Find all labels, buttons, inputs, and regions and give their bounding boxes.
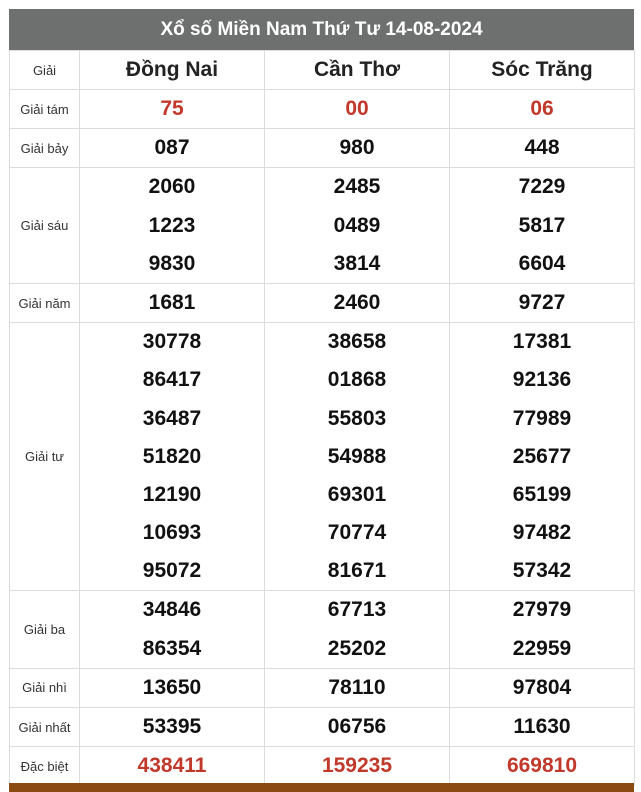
prize-number: 5817	[518, 213, 566, 237]
prize-cell	[80, 747, 265, 786]
prize-number: 25202	[327, 636, 387, 660]
prize-number: 00	[345, 97, 369, 120]
prize-number: 38658	[327, 330, 387, 354]
prize-number: 13650	[142, 675, 202, 699]
prize-label: Giải nhất	[10, 708, 80, 747]
prize-number: 92136	[512, 368, 572, 392]
prize-label: Giải nhì	[10, 668, 80, 707]
prize-cell	[80, 708, 265, 747]
prize-cell	[450, 747, 635, 786]
prize-number: 95072	[142, 559, 202, 583]
prize-cell	[450, 708, 635, 747]
prize-number: 448	[524, 136, 560, 160]
prize-cell	[450, 283, 635, 322]
prize-number: 70774	[327, 521, 387, 545]
prize-row-g3	[10, 591, 635, 668]
prize-cell	[450, 168, 635, 284]
prize-number: 22959	[512, 636, 572, 660]
prize-cell	[265, 90, 450, 129]
prize-number: 6604	[518, 251, 566, 275]
prize-number: 55803	[327, 406, 387, 430]
prize-label: Đặc biệt	[10, 747, 80, 786]
prize-number: 27979	[512, 598, 572, 622]
prize-cell	[265, 591, 450, 668]
prize-row-g1	[10, 708, 635, 747]
prize-label: Giải tư	[10, 323, 80, 591]
prize-number: 11630	[513, 715, 571, 738]
prize-row-g7	[10, 129, 635, 168]
prize-number: 9830	[148, 251, 196, 275]
prize-number: 9727	[518, 290, 566, 314]
prize-cell	[450, 90, 635, 129]
prize-number: 86354	[142, 636, 202, 660]
prize-number: 1681	[148, 290, 196, 314]
province-dong-nai[interactable]: Đồng Nai	[80, 51, 265, 90]
prize-label: Giải ba	[10, 591, 80, 668]
prize-number: 0489	[333, 213, 381, 237]
prize-number: 17381	[512, 330, 572, 354]
prize-cell	[80, 668, 265, 707]
prize-label: Giải năm	[10, 283, 80, 322]
prize-label: Giải sáu	[10, 168, 80, 284]
prize-number: 34846	[142, 598, 202, 622]
prize-number: 2485	[333, 175, 381, 199]
prize-number: 81671	[327, 559, 387, 583]
prize-number: 97482	[512, 521, 572, 545]
prize-cell	[80, 129, 265, 168]
prize-number: 86417	[142, 368, 202, 392]
prize-number: 06	[530, 97, 554, 120]
prize-column-header: Giải	[10, 51, 80, 90]
prize-number: 77989	[512, 406, 572, 430]
prize-number: 36487	[142, 406, 202, 430]
prize-number: 51820	[142, 444, 202, 468]
header-row	[10, 51, 635, 90]
prize-cell	[80, 323, 265, 591]
prize-row-g8	[10, 90, 635, 129]
prize-label: Giải bảy	[10, 129, 80, 168]
prize-cell	[80, 591, 265, 668]
prize-label: Giải tám	[10, 90, 80, 129]
prize-number: 1223	[148, 213, 196, 237]
prize-number: 2060	[148, 175, 196, 199]
prize-cell	[450, 129, 635, 168]
prize-cell	[265, 747, 450, 786]
prize-number: 97804	[512, 675, 572, 699]
prize-number: 01868	[327, 368, 387, 392]
prize-cell	[450, 591, 635, 668]
prize-row-g2	[10, 668, 635, 707]
prize-number: 2460	[333, 290, 381, 314]
prize-number: 7229	[518, 175, 566, 199]
prize-cell	[450, 323, 635, 591]
prize-number: 25677	[512, 444, 572, 468]
prize-number: 10693	[142, 521, 202, 545]
prize-number: 78110	[328, 675, 386, 699]
prize-row-g4	[10, 323, 635, 591]
prize-cell	[80, 283, 265, 322]
prize-number: 67713	[327, 598, 387, 622]
province-soc-trang[interactable]: Sóc Trăng	[450, 51, 635, 90]
prize-cell	[80, 90, 265, 129]
jackpot-number: 669810	[506, 754, 578, 778]
province-can-tho[interactable]: Cần Thơ	[265, 51, 450, 90]
prize-number: 980	[339, 136, 375, 160]
page-title: Xổ số Miền Nam Thứ Tư 14-08-2024	[9, 9, 634, 50]
prize-cell	[265, 283, 450, 322]
prize-cell	[265, 129, 450, 168]
prize-cell	[265, 708, 450, 747]
prize-number: 53395	[142, 715, 202, 738]
prize-row-special	[10, 747, 635, 786]
prize-number: 54988	[327, 444, 387, 468]
footer-bar	[9, 783, 634, 792]
prize-row-g5	[10, 283, 635, 322]
prize-number: 69301	[327, 482, 387, 506]
prize-number: 57342	[512, 559, 572, 583]
jackpot-number: 159235	[321, 754, 393, 778]
prize-cell	[265, 323, 450, 591]
jackpot-number: 438411	[137, 754, 207, 778]
results-table	[9, 50, 635, 786]
prize-number: 12190	[142, 482, 202, 506]
prize-number: 087	[154, 136, 190, 160]
prize-number: 75	[160, 97, 184, 120]
prize-number: 06756	[327, 715, 387, 738]
prize-number: 30778	[142, 330, 202, 354]
prize-cell	[450, 668, 635, 707]
prize-number: 3814	[333, 251, 381, 275]
prize-cell	[265, 668, 450, 707]
prize-cell	[80, 168, 265, 284]
prize-cell	[265, 168, 450, 284]
prize-number: 65199	[512, 482, 572, 506]
prize-row-g6	[10, 168, 635, 284]
